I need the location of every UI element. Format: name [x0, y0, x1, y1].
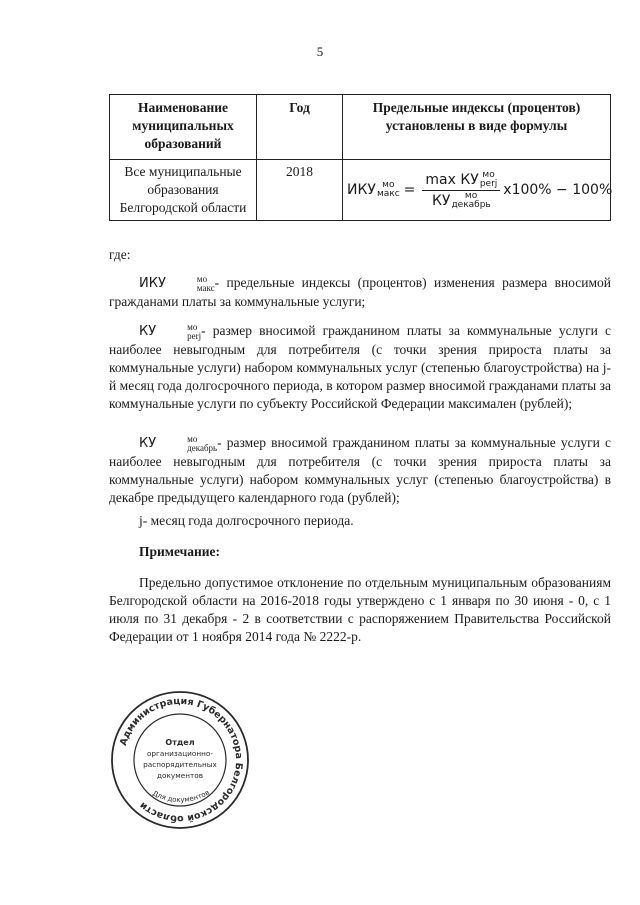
stamp-inner-line-3: распорядительных [143, 760, 217, 769]
formula-numerator [422, 171, 500, 191]
formula-lhs: ИКУ [347, 182, 376, 198]
definition-ku-december-para [109, 434, 611, 507]
def1-sub: макс [196, 282, 215, 293]
definition-ku-perj-para [109, 322, 611, 413]
formula-num-sup: мо [482, 169, 495, 180]
def2-symbol: КУ [139, 324, 157, 339]
note-heading: Примечание: [139, 544, 221, 559]
stamp-inner-line-1: Отдел [165, 738, 195, 747]
def1-symbol: ИКУ [139, 276, 166, 291]
where-label [109, 246, 611, 264]
formula-den-sup: мо [464, 190, 478, 201]
stamp-ring-text: Администрация Губернатора Белгородской области [118, 695, 245, 825]
formula-num-sub: perj [479, 178, 498, 189]
cell-municipality: Все муниципальные образования Белгородской области [110, 160, 257, 221]
def3-sup: мо [187, 433, 198, 444]
header-year: Год [257, 95, 343, 160]
def1-text: - предельные индексы (процентов) изменения размера вносимой гражданами платы за коммунальные услуги; [109, 275, 611, 309]
definition-ku-perj [109, 322, 611, 413]
definition-iku-para [109, 274, 611, 311]
def2-text: - размер вносимой гражданином платы за коммунальные услуги с наиболее невыгодным для потребителя (с точки зрения прироста платы за коммунальные услуги) набором коммунальных услуг (степенью благоустройства) на j-й месяц года долгосрочного периода, в котором размер вносимой гражданами платы за коммунальные услуги по субъекту Российской Федерации максимален (рублей); [109, 323, 611, 411]
table-row [110, 160, 611, 221]
limits-table [109, 94, 611, 221]
def2-sup: мо [187, 321, 198, 332]
formula-equals: = [403, 182, 416, 198]
note-heading-block [109, 543, 611, 561]
table-header-row [110, 95, 611, 160]
definition-iku [109, 274, 611, 311]
stamp-inner-line-4: документов [156, 771, 204, 780]
stamp-inner-line-2: организационно- [146, 749, 214, 758]
stamp-seal [110, 690, 250, 830]
formula-num-text: max КУ [425, 171, 479, 188]
where-text: где: [109, 247, 131, 262]
formula-fraction [422, 171, 500, 210]
definition-ku-december [109, 434, 611, 507]
formula-den-sub: декабрь [451, 199, 491, 210]
def3-sub: декабрь [187, 442, 218, 453]
header-formula: Предельные индексы (процентов) установлены в виде формулы [343, 95, 611, 160]
formula-tail: x100% − 100% [503, 182, 613, 198]
formula-lhs-sub: макс [376, 189, 400, 199]
formula-denominator [429, 191, 494, 210]
def3-text: - размер вносимой гражданином платы за коммунальные услуги с наиболее невыгодным для потребителя (с точки зрения прироста платы за коммунальные услуги) набором коммунальных услуг (степенью благоустройства) в декабре предыдущего календарного года (рублей); [109, 435, 611, 505]
index-formula [347, 171, 612, 210]
def4-text: j- месяц года долгосрочного периода. [139, 513, 354, 528]
formula-den-text: КУ [431, 192, 451, 209]
note-body [109, 574, 611, 646]
formula-lhs-sup: мо [382, 180, 395, 190]
note-text: Предельно допустимое отклонение по отдельным муниципальным образованиям Белгородской области на 2016-2018 годы утверждено с 1 января по 30 июня - 0, с 1 июля по 31 декабря - 2 в соответствии с распоряжением Правительства Российской Федерации от 1 ноября 2014 года № 2222-р. [109, 575, 611, 644]
cell-formula [343, 160, 611, 221]
cell-year: 2018 [257, 160, 343, 221]
def3-symbol: КУ [139, 436, 157, 451]
header-municipality: Наименование муниципальных образований [110, 95, 257, 160]
def1-sup: мо [196, 273, 208, 284]
def2-sub: perj [187, 330, 202, 341]
definition-j [109, 512, 611, 530]
stamp-bottom-text: Для документов [151, 788, 211, 805]
page-number: 5 [316, 44, 324, 59]
